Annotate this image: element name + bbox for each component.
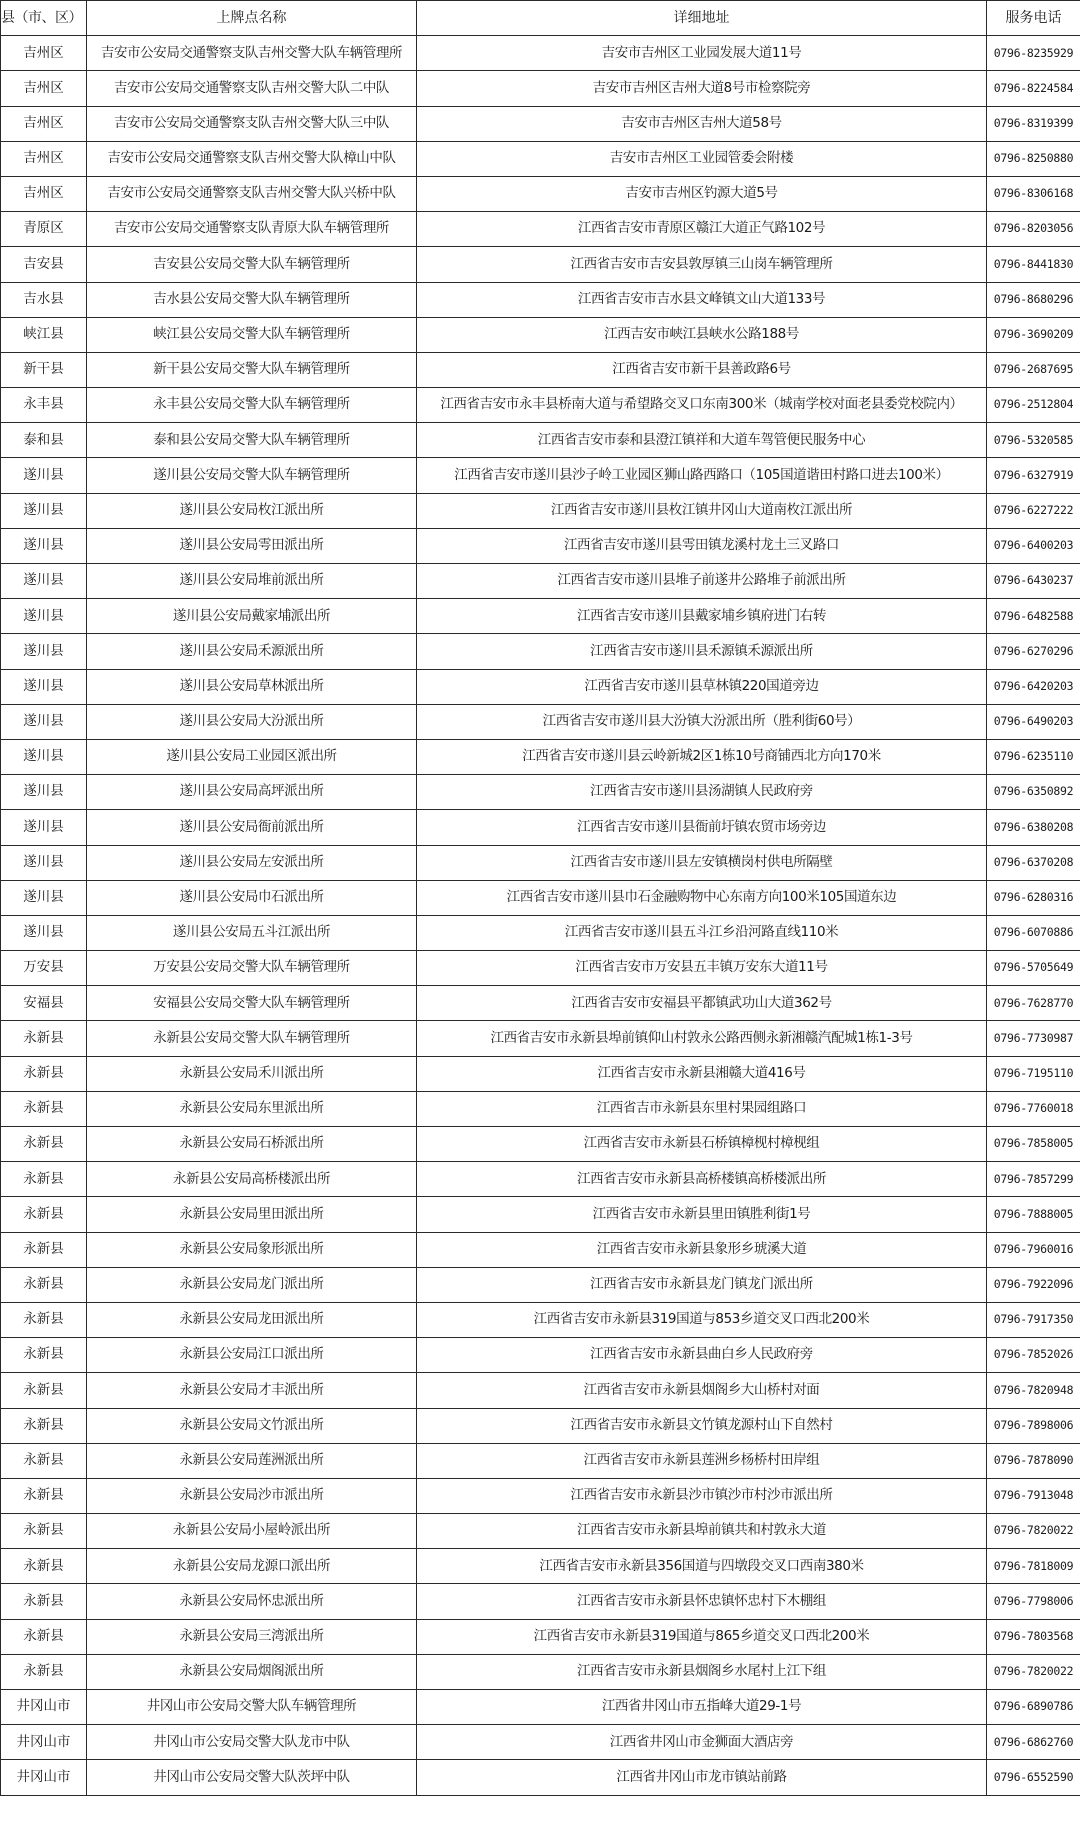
county-cell: 遂川县 (1, 915, 87, 950)
county-cell: 永新县 (1, 1197, 87, 1232)
table-row (1, 528, 1080, 563)
phone-cell: 0796-7803568 (987, 1619, 1080, 1654)
table-row (1, 634, 1080, 669)
address-cell: 江西省井冈山市五指峰大道29-1号 (417, 1690, 987, 1725)
county-cell: 井冈山市 (1, 1690, 87, 1725)
county-cell: 遂川县 (1, 564, 87, 599)
address-cell: 江西省吉安市永新县烟阁乡水尾村上江下组 (417, 1654, 987, 1689)
name-cell: 峡江县公安局交警大队车辆管理所 (87, 317, 417, 352)
county-cell: 遂川县 (1, 880, 87, 915)
table-row (1, 951, 1080, 986)
address-cell: 江西省吉安市遂川县云岭新城2区1栋10号商铺西北方向170米 (417, 739, 987, 774)
phone-cell: 0796-7852026 (987, 1338, 1080, 1373)
header-name: 上牌点名称 (87, 1, 417, 36)
table-row (1, 599, 1080, 634)
phone-cell: 0796-7628770 (987, 986, 1080, 1021)
name-cell: 吉安市公安局交通警察支队青原大队车辆管理所 (87, 212, 417, 247)
phone-cell: 0796-6552590 (987, 1760, 1080, 1795)
table-row (1, 775, 1080, 810)
county-cell: 遂川县 (1, 528, 87, 563)
address-cell: 江西省吉安市永新县石桥镇樟枧村樟枧组 (417, 1127, 987, 1162)
name-cell: 永新县公安局三湾派出所 (87, 1619, 417, 1654)
address-cell: 江西省吉安市遂川县禾源镇禾源派出所 (417, 634, 987, 669)
table-row (1, 71, 1080, 106)
address-cell: 江西省吉安市遂川县沙子岭工业园区狮山路西路口（105国道谐田村路口进去100米） (417, 458, 987, 493)
address-cell: 江西省吉安市永新县沙市镇沙市村沙市派出所 (417, 1478, 987, 1513)
county-cell: 吉州区 (1, 36, 87, 71)
address-cell: 江西省吉安市遂川县汤湖镇人民政府旁 (417, 775, 987, 810)
address-cell: 江西省吉安市永新县里田镇胜利街1号 (417, 1197, 987, 1232)
phone-cell: 0796-7820022 (987, 1654, 1080, 1689)
county-cell: 遂川县 (1, 458, 87, 493)
county-cell: 遂川县 (1, 669, 87, 704)
county-cell: 青原区 (1, 212, 87, 247)
address-cell: 江西省吉安市永新县319国道与865乡道交叉口西北200米 (417, 1619, 987, 1654)
name-cell: 永新县公安局里田派出所 (87, 1197, 417, 1232)
address-cell: 吉安市吉州区工业园管委会附楼 (417, 141, 987, 176)
name-cell: 吉安市公安局交通警察支队吉州交警大队兴桥中队 (87, 176, 417, 211)
name-cell: 遂川县公安局戴家埔派出所 (87, 599, 417, 634)
table-row (1, 106, 1080, 141)
name-cell: 遂川县公安局禾源派出所 (87, 634, 417, 669)
table-row (1, 1619, 1080, 1654)
name-cell: 遂川县公安局雩田派出所 (87, 528, 417, 563)
county-cell: 井冈山市 (1, 1760, 87, 1795)
name-cell: 遂川县公安局工业园区派出所 (87, 739, 417, 774)
county-cell: 永新县 (1, 1408, 87, 1443)
table-row (1, 1232, 1080, 1267)
address-cell: 江西省吉安市遂川县戴家埔乡镇府进门右转 (417, 599, 987, 634)
phone-cell: 0796-6270296 (987, 634, 1080, 669)
name-cell: 永新县公安局文竹派出所 (87, 1408, 417, 1443)
county-cell: 永新县 (1, 1302, 87, 1337)
name-cell: 永新县公安局才丰派出所 (87, 1373, 417, 1408)
address-cell: 江西省井冈山市龙市镇站前路 (417, 1760, 987, 1795)
address-cell: 江西省吉安市遂川县衙前圩镇农贸市场旁边 (417, 810, 987, 845)
table-row (1, 1373, 1080, 1408)
name-cell: 永新县公安局交警大队车辆管理所 (87, 1021, 417, 1056)
phone-cell: 0796-7820948 (987, 1373, 1080, 1408)
name-cell: 遂川县公安局堆前派出所 (87, 564, 417, 599)
phone-cell: 0796-7818009 (987, 1549, 1080, 1584)
phone-cell: 0796-8441830 (987, 247, 1080, 282)
address-cell: 江西省吉安市遂川县左安镇横岗村供电所隔壁 (417, 845, 987, 880)
phone-cell: 0796-8306168 (987, 176, 1080, 211)
address-cell: 江西省吉安市青原区赣江大道正气路102号 (417, 212, 987, 247)
county-cell: 永新县 (1, 1162, 87, 1197)
table-row (1, 1338, 1080, 1373)
phone-cell: 0796-7922096 (987, 1267, 1080, 1302)
county-cell: 井冈山市 (1, 1725, 87, 1760)
name-cell: 永新县公安局龙门派出所 (87, 1267, 417, 1302)
address-cell: 江西省吉安市永新县湘赣大道416号 (417, 1056, 987, 1091)
name-cell: 永新县公安局沙市派出所 (87, 1478, 417, 1513)
county-cell: 永新县 (1, 1232, 87, 1267)
phone-cell: 0796-7858005 (987, 1127, 1080, 1162)
phone-cell: 0796-8319399 (987, 106, 1080, 141)
table-row (1, 1302, 1080, 1337)
table-row (1, 739, 1080, 774)
name-cell: 永新县公安局小屋岭派出所 (87, 1514, 417, 1549)
county-cell: 遂川县 (1, 810, 87, 845)
phone-cell: 0796-6380208 (987, 810, 1080, 845)
name-cell: 永新县公安局莲洲派出所 (87, 1443, 417, 1478)
table-row (1, 247, 1080, 282)
name-cell: 井冈山市公安局交警大队车辆管理所 (87, 1690, 417, 1725)
table-row (1, 1267, 1080, 1302)
table-row (1, 1478, 1080, 1513)
address-cell: 江西省吉安市新干县善政路6号 (417, 352, 987, 387)
name-cell: 遂川县公安局衙前派出所 (87, 810, 417, 845)
address-cell: 江西省吉安市永新县曲白乡人民政府旁 (417, 1338, 987, 1373)
address-cell: 江西省井冈山市金狮面大酒店旁 (417, 1725, 987, 1760)
name-cell: 新干县公安局交警大队车辆管理所 (87, 352, 417, 387)
table-row (1, 704, 1080, 739)
phone-cell: 0796-6280316 (987, 880, 1080, 915)
county-cell: 遂川县 (1, 775, 87, 810)
address-cell: 江西省吉安市遂川县大汾镇大汾派出所（胜利街60号） (417, 704, 987, 739)
phone-cell: 0796-6227222 (987, 493, 1080, 528)
county-cell: 遂川县 (1, 599, 87, 634)
phone-cell: 0796-7960016 (987, 1232, 1080, 1267)
address-cell: 江西省吉安市永丰县桥南大道与希望路交叉口东南300米（城南学校对面老县委党校院内） (417, 388, 987, 423)
name-cell: 永丰县公安局交警大队车辆管理所 (87, 388, 417, 423)
table-row (1, 1127, 1080, 1162)
county-cell: 永新县 (1, 1478, 87, 1513)
county-cell: 遂川县 (1, 739, 87, 774)
table-row (1, 1549, 1080, 1584)
table-row (1, 176, 1080, 211)
table-row (1, 282, 1080, 317)
address-cell: 吉安市吉州区吉州大道58号 (417, 106, 987, 141)
address-cell: 吉安市吉州区吉州大道8号市检察院旁 (417, 71, 987, 106)
address-cell: 江西省吉安市永新县埠前镇仰山村敦永公路西侧永新湘赣汽配城1栋1-3号 (417, 1021, 987, 1056)
phone-cell: 0796-2512804 (987, 388, 1080, 423)
name-cell: 井冈山市公安局交警大队龙市中队 (87, 1725, 417, 1760)
phone-cell: 0796-6350892 (987, 775, 1080, 810)
name-cell: 永新县公安局象形派出所 (87, 1232, 417, 1267)
header-phone: 服务电话 (987, 1, 1080, 36)
table-body (1, 36, 1080, 1795)
name-cell: 吉安市公安局交通警察支队吉州交警大队樟山中队 (87, 141, 417, 176)
table-row (1, 1725, 1080, 1760)
name-cell: 吉安市公安局交通警察支队吉州交警大队车辆管理所 (87, 36, 417, 71)
phone-cell: 0796-6862760 (987, 1725, 1080, 1760)
table-row (1, 845, 1080, 880)
address-cell: 江西省吉安市永新县龙门镇龙门派出所 (417, 1267, 987, 1302)
phone-cell: 0796-6400203 (987, 528, 1080, 563)
address-cell: 吉安市吉州区工业园发展大道11号 (417, 36, 987, 71)
county-cell: 永新县 (1, 1373, 87, 1408)
phone-cell: 0796-7888005 (987, 1197, 1080, 1232)
table-row (1, 1654, 1080, 1689)
address-cell: 江西省吉安市吉水县文峰镇文山大道133号 (417, 282, 987, 317)
address-cell: 江西省吉安市遂川县五斗江乡沿河路直线110米 (417, 915, 987, 950)
table-row (1, 1021, 1080, 1056)
county-cell: 吉州区 (1, 106, 87, 141)
table-row (1, 1690, 1080, 1725)
table-row (1, 36, 1080, 71)
table-row (1, 141, 1080, 176)
phone-cell: 0796-7857299 (987, 1162, 1080, 1197)
name-cell: 吉安市公安局交通警察支队吉州交警大队三中队 (87, 106, 417, 141)
phone-cell: 0796-6890786 (987, 1690, 1080, 1725)
phone-cell: 0796-8203056 (987, 212, 1080, 247)
header-row (1, 1, 1080, 36)
county-cell: 遂川县 (1, 634, 87, 669)
table-row (1, 810, 1080, 845)
county-cell: 永新县 (1, 1338, 87, 1373)
name-cell: 永新县公安局龙源口派出所 (87, 1549, 417, 1584)
phone-cell: 0796-7730987 (987, 1021, 1080, 1056)
address-cell: 江西省吉安市遂川县枚江镇井冈山大道南枚江派出所 (417, 493, 987, 528)
table-header (1, 1, 1080, 36)
table-row (1, 423, 1080, 458)
county-cell: 永新县 (1, 1127, 87, 1162)
county-cell: 永新县 (1, 1514, 87, 1549)
address-cell: 江西吉安市峡江县峡水公路188号 (417, 317, 987, 352)
county-cell: 吉州区 (1, 176, 87, 211)
table-row (1, 1760, 1080, 1795)
phone-cell: 0796-6490203 (987, 704, 1080, 739)
phone-cell: 0796-2687695 (987, 352, 1080, 387)
phone-cell: 0796-7878090 (987, 1443, 1080, 1478)
address-cell: 江西省吉安市永新县356国道与四墩段交叉口西南380米 (417, 1549, 987, 1584)
phone-cell: 0796-5705649 (987, 951, 1080, 986)
table-row (1, 1514, 1080, 1549)
phone-cell: 0796-6370208 (987, 845, 1080, 880)
name-cell: 永新县公安局石桥派出所 (87, 1127, 417, 1162)
county-cell: 新干县 (1, 352, 87, 387)
county-cell: 泰和县 (1, 423, 87, 458)
table-row (1, 880, 1080, 915)
county-cell: 永新县 (1, 1267, 87, 1302)
county-cell: 吉州区 (1, 141, 87, 176)
county-cell: 永丰县 (1, 388, 87, 423)
county-cell: 永新县 (1, 1654, 87, 1689)
phone-cell: 0796-6420203 (987, 669, 1080, 704)
name-cell: 吉安市公安局交通警察支队吉州交警大队二中队 (87, 71, 417, 106)
address-cell: 江西省吉安市永新县怀忠镇怀忠村下木棚组 (417, 1584, 987, 1619)
address-cell: 江西省吉安市吉安县敦厚镇三山岗车辆管理所 (417, 247, 987, 282)
address-cell: 江西省吉安市遂川县堆子前遂井公路堆子前派出所 (417, 564, 987, 599)
table-row (1, 1056, 1080, 1091)
county-cell: 永新县 (1, 1619, 87, 1654)
address-cell: 江西省吉安市万安县五丰镇万安东大道11号 (417, 951, 987, 986)
table-row (1, 1162, 1080, 1197)
phone-cell: 0796-7913048 (987, 1478, 1080, 1513)
county-cell: 永新县 (1, 1584, 87, 1619)
phone-cell: 0796-8224584 (987, 71, 1080, 106)
address-cell: 江西省吉安市永新县高桥楼镇高桥楼派出所 (417, 1162, 987, 1197)
county-cell: 峡江县 (1, 317, 87, 352)
address-cell: 江西省吉安市永新县埠前镇共和村敦永大道 (417, 1514, 987, 1549)
county-cell: 万安县 (1, 951, 87, 986)
name-cell: 遂川县公安局交警大队车辆管理所 (87, 458, 417, 493)
table-row (1, 986, 1080, 1021)
table-row (1, 564, 1080, 599)
phone-cell: 0796-6235110 (987, 739, 1080, 774)
county-cell: 吉安县 (1, 247, 87, 282)
county-cell: 遂川县 (1, 493, 87, 528)
phone-cell: 0796-6327919 (987, 458, 1080, 493)
phone-cell: 0796-8680296 (987, 282, 1080, 317)
table-row (1, 1091, 1080, 1126)
address-cell: 江西省吉安市遂川县巾石金融购物中心东南方向100米105国道东边 (417, 880, 987, 915)
table-row (1, 915, 1080, 950)
address-cell: 江西省吉市永新县东里村果园组路口 (417, 1091, 987, 1126)
address-cell: 江西省吉安市永新县文竹镇龙源村山下自然村 (417, 1408, 987, 1443)
address-cell: 江西省吉安市安福县平都镇武功山大道362号 (417, 986, 987, 1021)
address-cell: 吉安市吉州区钓源大道5号 (417, 176, 987, 211)
table-row (1, 1584, 1080, 1619)
header-address: 详细地址 (417, 1, 987, 36)
table-row (1, 1408, 1080, 1443)
address-cell: 江西省吉安市永新县烟阁乡大山桥村对面 (417, 1373, 987, 1408)
name-cell: 永新县公安局烟阁派出所 (87, 1654, 417, 1689)
address-cell: 江西省吉安市永新县莲洲乡杨桥村田岸组 (417, 1443, 987, 1478)
name-cell: 吉水县公安局交警大队车辆管理所 (87, 282, 417, 317)
name-cell: 安福县公安局交警大队车辆管理所 (87, 986, 417, 1021)
name-cell: 永新县公安局江口派出所 (87, 1338, 417, 1373)
phone-cell: 0796-5320585 (987, 423, 1080, 458)
name-cell: 永新县公安局怀忠派出所 (87, 1584, 417, 1619)
address-cell: 江西省吉安市永新县319国道与853乡道交叉口西北200米 (417, 1302, 987, 1337)
county-cell: 永新县 (1, 1443, 87, 1478)
county-cell: 遂川县 (1, 845, 87, 880)
phone-cell: 0796-7798006 (987, 1584, 1080, 1619)
name-cell: 遂川县公安局高坪派出所 (87, 775, 417, 810)
name-cell: 永新县公安局东里派出所 (87, 1091, 417, 1126)
table-row (1, 1197, 1080, 1232)
name-cell: 遂川县公安局大汾派出所 (87, 704, 417, 739)
table-row (1, 212, 1080, 247)
name-cell: 万安县公安局交警大队车辆管理所 (87, 951, 417, 986)
address-cell: 江西省吉安市永新县象形乡琥溪大道 (417, 1232, 987, 1267)
county-cell: 吉水县 (1, 282, 87, 317)
name-cell: 遂川县公安局左安派出所 (87, 845, 417, 880)
county-cell: 吉州区 (1, 71, 87, 106)
phone-cell: 0796-7760018 (987, 1091, 1080, 1126)
phone-cell: 0796-6430237 (987, 564, 1080, 599)
name-cell: 遂川县公安局枚江派出所 (87, 493, 417, 528)
phone-cell: 0796-7820022 (987, 1514, 1080, 1549)
phone-cell: 0796-6482588 (987, 599, 1080, 634)
county-cell: 永新县 (1, 1056, 87, 1091)
phone-cell: 0796-7898006 (987, 1408, 1080, 1443)
county-cell: 永新县 (1, 1549, 87, 1584)
name-cell: 遂川县公安局巾石派出所 (87, 880, 417, 915)
name-cell: 吉安县公安局交警大队车辆管理所 (87, 247, 417, 282)
table-row (1, 458, 1080, 493)
name-cell: 遂川县公安局草林派出所 (87, 669, 417, 704)
phone-cell: 0796-7917350 (987, 1302, 1080, 1337)
address-cell: 江西省吉安市遂川县草林镇220国道旁边 (417, 669, 987, 704)
address-cell: 江西省吉安市泰和县澄江镇祥和大道车驾管便民服务中心 (417, 423, 987, 458)
address-cell: 江西省吉安市遂川县雩田镇龙溪村龙土三叉路口 (417, 528, 987, 563)
name-cell: 泰和县公安局交警大队车辆管理所 (87, 423, 417, 458)
name-cell: 永新县公安局高桥楼派出所 (87, 1162, 417, 1197)
table-row (1, 352, 1080, 387)
phone-cell: 0796-3690209 (987, 317, 1080, 352)
county-cell: 安福县 (1, 986, 87, 1021)
phone-cell: 0796-8235929 (987, 36, 1080, 71)
table-row (1, 388, 1080, 423)
county-cell: 永新县 (1, 1021, 87, 1056)
table-row (1, 493, 1080, 528)
name-cell: 永新县公安局龙田派出所 (87, 1302, 417, 1337)
name-cell: 井冈山市公安局交警大队茨坪中队 (87, 1760, 417, 1795)
name-cell: 永新县公安局禾川派出所 (87, 1056, 417, 1091)
table-row (1, 669, 1080, 704)
phone-cell: 0796-7195110 (987, 1056, 1080, 1091)
table-row (1, 1443, 1080, 1478)
county-cell: 永新县 (1, 1091, 87, 1126)
phone-cell: 0796-8250880 (987, 141, 1080, 176)
header-county: 县（市、区） (1, 1, 87, 36)
table-row (1, 317, 1080, 352)
phone-cell: 0796-6070886 (987, 915, 1080, 950)
name-cell: 遂川县公安局五斗江派出所 (87, 915, 417, 950)
county-cell: 遂川县 (1, 704, 87, 739)
